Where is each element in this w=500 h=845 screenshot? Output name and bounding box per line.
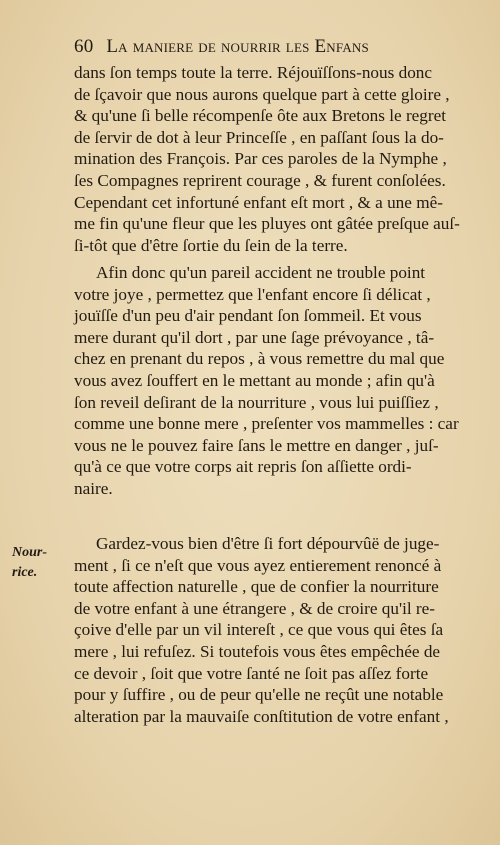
text-line: ſes Compagnes reprirent courage , & furent conſolées. [74,170,446,190]
text-line: naire. [74,478,113,498]
paragraph-3 [74,533,486,727]
text-line: Afin donc qu'un pareil accident ne trouble point [96,263,426,282]
text-line: vous ne le pouvez faire ſans le mettre en danger , juſ- [74,435,439,455]
text-line: me fin qu'une fleur que les pluyes ont gâtée preſque auſ- [74,214,460,234]
text-line: Cependant cet infortuné enfant eſt mort , & a une mê- [74,192,443,212]
text-line: ſon reveil deſirant de la nourriture , vous lui puiſſiez , [74,392,439,412]
text-line: votre joye , permettez que l'enfant encore ſi délicat , [74,284,431,304]
text-line: vous avez ſouffert en le mettant au monde ; afin qu'à [74,370,435,390]
text-line: dans ſon temps toute la terre. Réjouïſſons-nous donc [74,63,433,82]
margin-note-line: Nour- [12,545,48,560]
text-line: mination des François. Par ces paroles de la Nymphe , [74,149,447,169]
running-title: La maniere de nourrir les Enfans [106,36,369,57]
text-line: pour y ſuffire , ou de peur qu'elle ne reçût une notable [74,685,444,705]
running-head [74,36,474,62]
paragraph-1 [74,62,486,256]
text-line: chez en prenant du repos , à vous remettre du mal que [74,349,445,369]
text-line: mere durant qu'il dort , par une ſage prévoyance , tâ- [74,327,435,347]
paragraph-2 [74,262,486,500]
text-line: Gardez-vous bien d'être ſi fort dépourvûë de juge- [96,534,440,553]
text-line: de ſçavoir que nous aurons quelque part à cette gloire , [74,84,450,104]
text-line: ſi-tôt que d'être ſortie du ſein de la terre. [74,235,348,255]
text-line: ce devoir , ſoit que votre ſanté ne ſoit pas aſſez forte [74,663,429,683]
text-line: de votre enfant à une étrangere , & de croire qu'il re- [74,598,435,618]
text-line: & qu'une ſi belle récompenſe ôte aux Bretons le regret [74,106,447,126]
text-line: de ſervir de dot à leur Princeſſe , en paſſant ſous la do- [74,127,444,147]
margin-note-line: rice. [12,565,38,580]
text-line: jouïſſe d'un peu d'air pendant ſon ſommeil. Et vous [74,306,422,326]
text-line: ment , ſi ce n'eſt que vous ayez entierement renoncé à [74,555,442,575]
text-line: toute affection naturelle , que de confier la nourriture [74,577,439,597]
text-line: comme une bonne mere , preſenter vos mammelles : car [74,414,459,434]
text-line: qu'à ce que votre corps ait repris ſon aſſiette ordi- [74,457,412,477]
text-line: alteration par la mauvaiſe conſtitution de votre enfant , [74,706,449,726]
margin-note [12,543,68,583]
text-line: mere , lui refuſez. Si toutefois vous êtes empêchée de [74,641,441,661]
text-line: çoive d'elle par un vil intereſt , ce que vous qui êtes ſa [74,620,444,640]
page-number: 60 [74,36,94,57]
